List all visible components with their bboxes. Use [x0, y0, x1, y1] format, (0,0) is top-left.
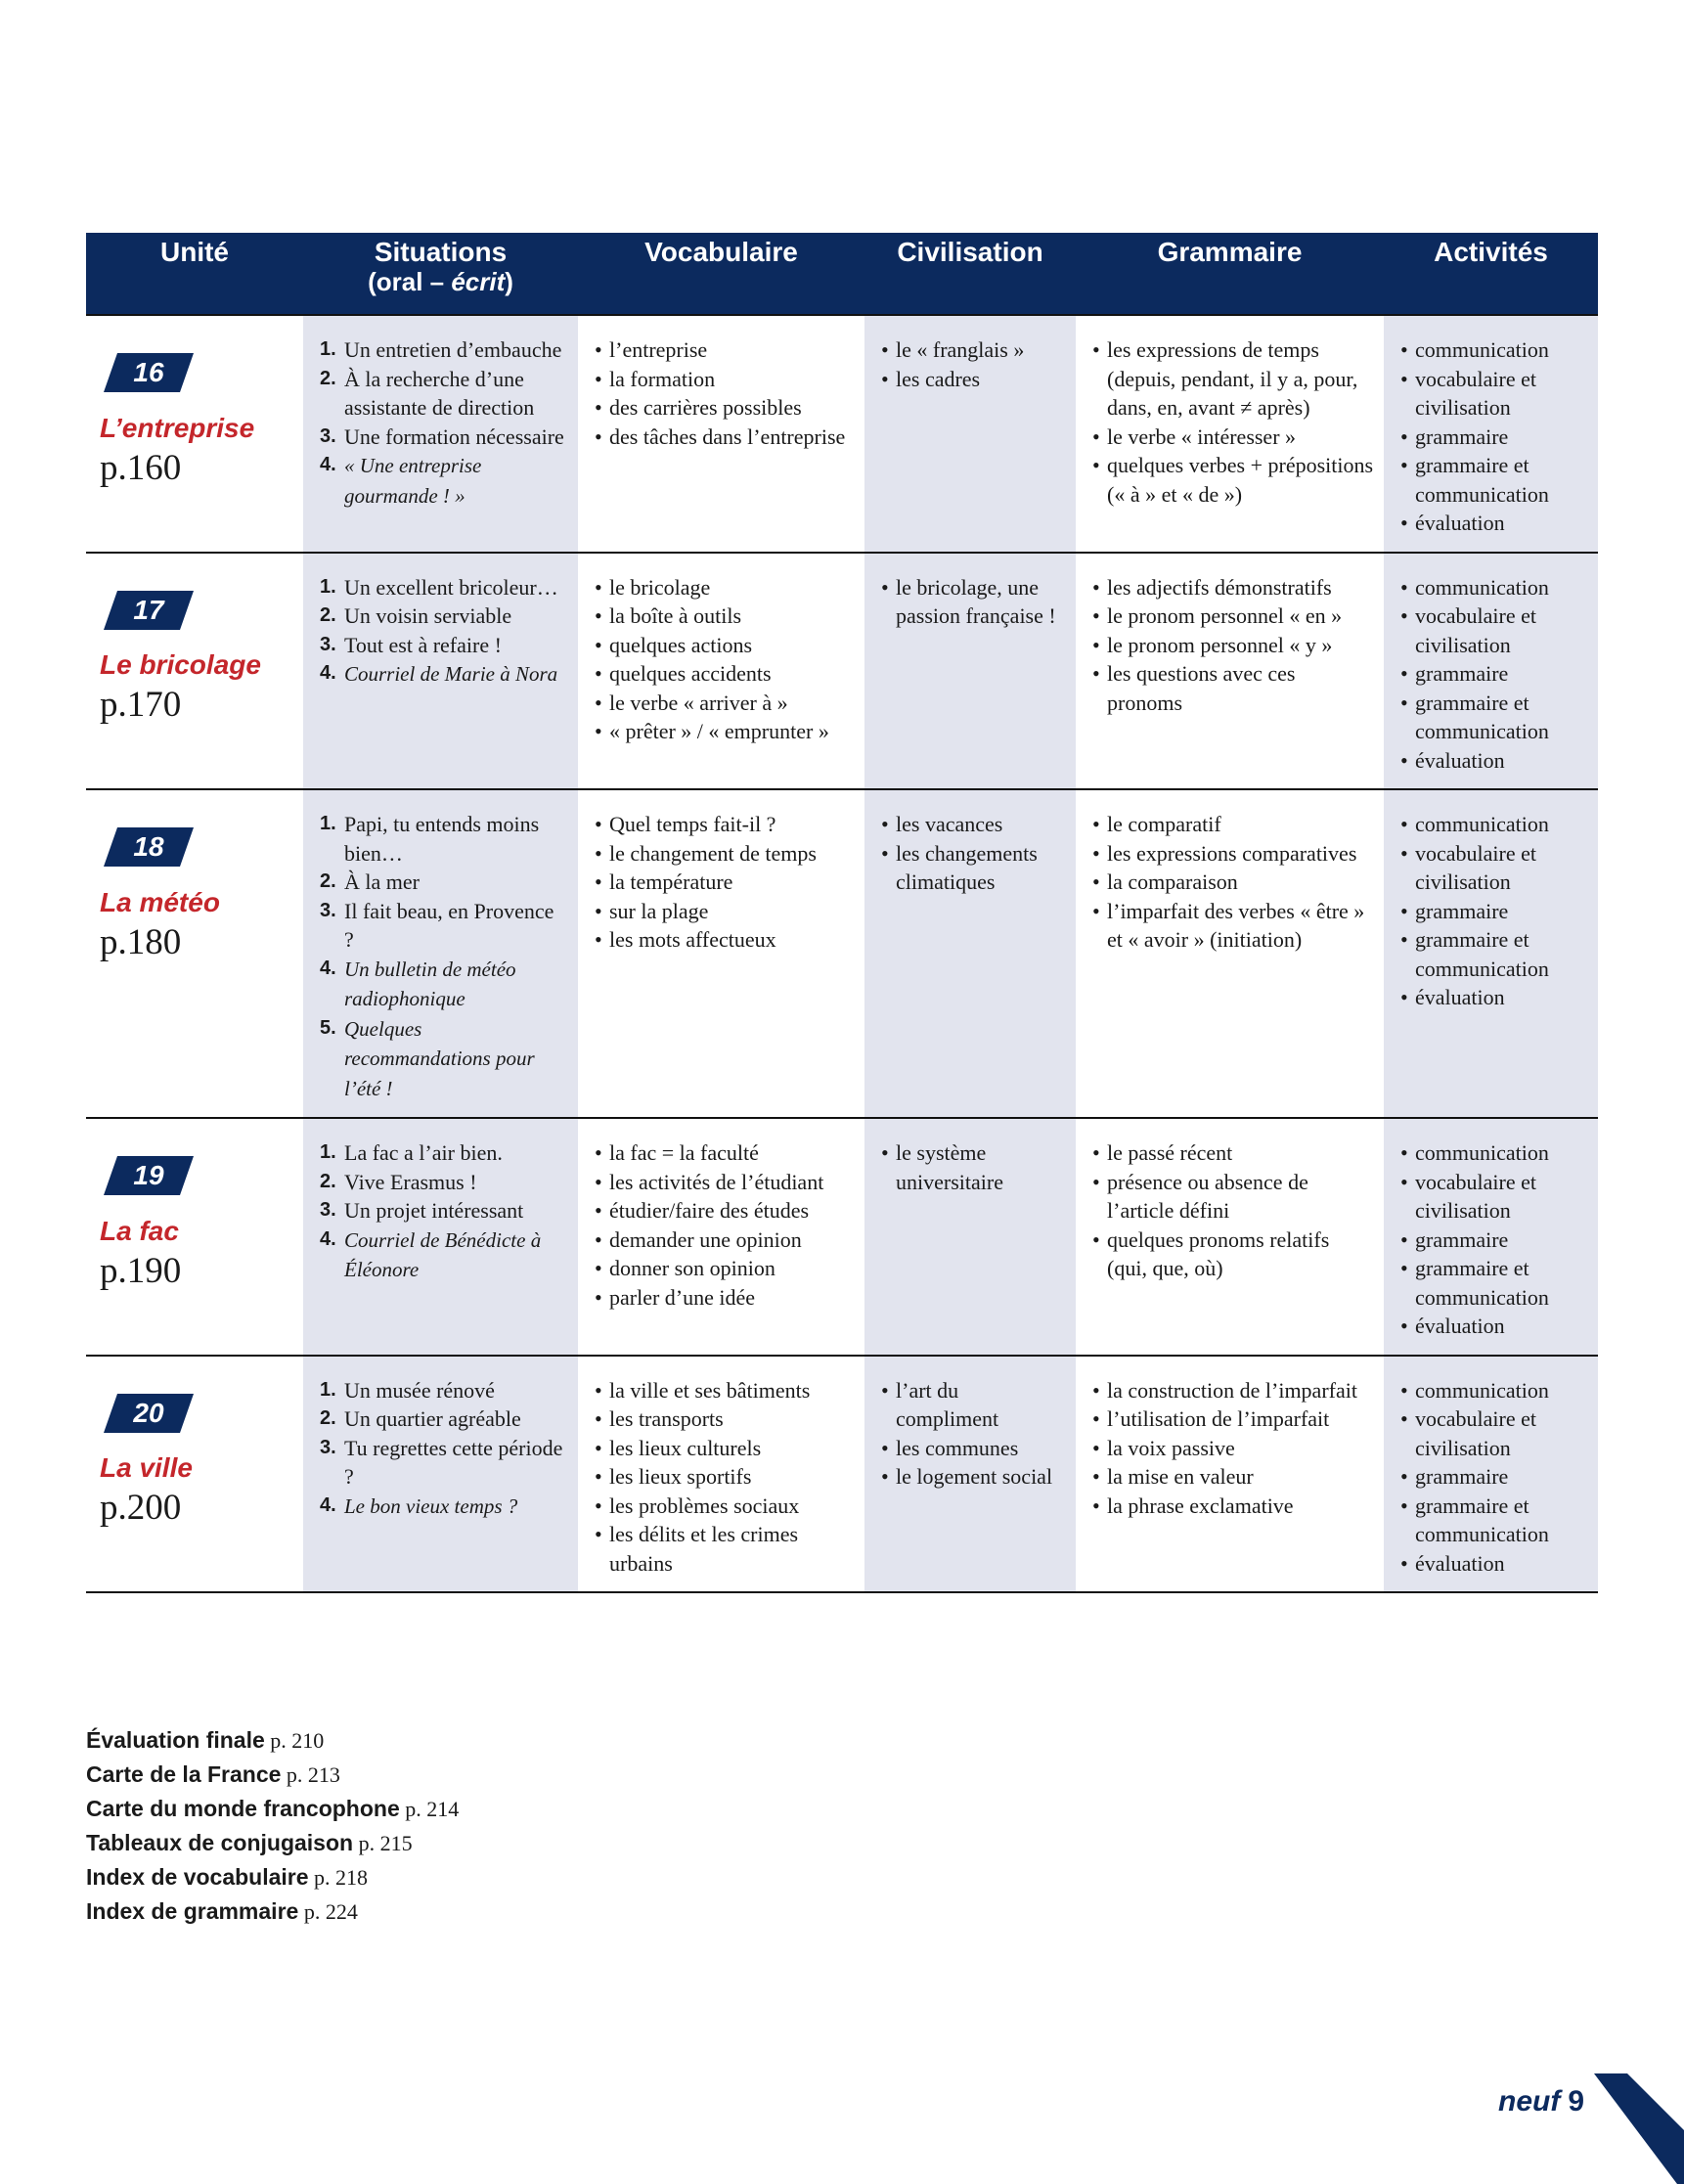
header-unite: Unité [86, 233, 303, 314]
civilisation-item: • l’art du compliment [881, 1376, 1066, 1434]
grammaire-item: • le pronom personnel « en » [1092, 602, 1374, 631]
vocabulaire-item: • les délits et les crimes urbains [595, 1520, 855, 1578]
vocabulaire-item: • des carrières possibles [595, 393, 855, 423]
vocabulaire-item: • l’entreprise [595, 335, 855, 365]
page-number-word: neuf [1498, 2085, 1561, 2117]
situation-item [320, 897, 568, 955]
situation-item [320, 1226, 568, 1285]
situation-text: À la recherche d’une assistante de direction [344, 366, 535, 420]
situation-text: Vive Erasmus ! [344, 1169, 477, 1194]
vocabulaire-cell [578, 554, 864, 791]
situation-number: 3. [320, 899, 336, 921]
footer-link-page: p. 214 [405, 1797, 460, 1821]
activites-item: • vocabulaire et civilisation [1400, 1168, 1588, 1226]
vocabulaire-list [595, 1376, 855, 1579]
situation-number: 4. [320, 1493, 336, 1516]
situation-item [320, 1404, 568, 1434]
grammaire-item: • l’imparfait des verbes « être » et « avoir » (initiation) [1092, 897, 1374, 955]
vocabulaire-item: • la boîte à outils [595, 602, 855, 631]
page-number-digit: 9 [1568, 2085, 1585, 2117]
activites-item: • grammaire [1400, 1462, 1588, 1492]
civilisation-cell [864, 314, 1076, 554]
header-civilisation: Civilisation [864, 233, 1076, 314]
activites-list [1400, 1376, 1588, 1579]
situations-list [320, 810, 568, 1103]
vocabulaire-cell [578, 790, 864, 1119]
activites-list [1400, 335, 1588, 538]
civilisation-cell [864, 790, 1076, 1119]
situation-text: Courriel de Marie à Nora [344, 662, 558, 686]
activites-item: • communication [1400, 335, 1588, 365]
situation-text: Un voisin serviable [344, 603, 512, 628]
unit-title: La météo [100, 886, 220, 917]
vocabulaire-item: • des tâches dans l’entreprise [595, 423, 855, 452]
footer-link-label: Index de grammaire [86, 1898, 299, 1924]
activites-cell [1384, 1119, 1598, 1357]
corner-stripe-decoration [1594, 2073, 1684, 2184]
grammaire-item: • le passé récent [1092, 1138, 1374, 1168]
civilisation-item: • les changements climatiques [881, 839, 1066, 897]
situation-text: La fac a l’air bien. [344, 1140, 503, 1165]
footer-link-page: p. 213 [286, 1762, 340, 1787]
unit-page: p.190 [100, 1250, 182, 1291]
civilisation-list [881, 573, 1066, 631]
footer-link [86, 1894, 459, 1929]
civilisation-list [881, 810, 1066, 897]
situation-text: « Une entreprise gourmande ! » [344, 454, 482, 508]
grammaire-item: • les adjectifs démonstratifs [1092, 573, 1374, 602]
footer-links [86, 1723, 459, 1929]
situation-item [320, 423, 568, 452]
unit-title: L’entreprise [100, 412, 255, 443]
footer-link-page: p. 210 [270, 1728, 325, 1753]
situation-item [320, 335, 568, 365]
grammaire-item: • la construction de l’imparfait [1092, 1376, 1374, 1405]
civilisation-item: • le « franglais » [881, 335, 1066, 365]
unit-page: p.160 [100, 447, 182, 488]
grammaire-item: • la comparaison [1092, 868, 1374, 897]
situation-text: Le bon vieux temps ? [344, 1493, 518, 1518]
page-number [1498, 2085, 1584, 2118]
situations-list [320, 1138, 568, 1285]
situation-item [320, 1138, 568, 1168]
grammaire-list [1092, 810, 1374, 955]
grammaire-list [1092, 1376, 1374, 1521]
situation-item [320, 1014, 568, 1104]
grammaire-item: • les questions avec ces pronoms [1092, 659, 1374, 717]
vocabulaire-item: • sur la plage [595, 897, 855, 926]
header-vocabulaire: Vocabulaire [578, 233, 864, 314]
grammaire-list [1092, 335, 1374, 509]
situation-item [320, 631, 568, 660]
grammaire-item: • les expressions de temps (depuis, pendant, il y a, pour, dans, en, avant ≠ après) [1092, 335, 1374, 423]
civilisation-item: • le système universitaire [881, 1138, 1066, 1196]
grammaire-item: • quelques verbes + prépositions (« à » et « de ») [1092, 451, 1374, 509]
footer-link-page: p. 215 [358, 1831, 413, 1855]
footer-link-label: Carte de la France [86, 1761, 282, 1787]
civilisation-cell [864, 554, 1076, 791]
grammaire-list [1092, 573, 1374, 718]
grammaire-item: • le pronom personnel « y » [1092, 631, 1374, 660]
activites-item: • grammaire et communication [1400, 451, 1588, 509]
activites-item: • évaluation [1400, 509, 1588, 538]
situation-number: 2. [320, 1407, 336, 1429]
header-situations: Situations (oral – écrit) [303, 233, 578, 314]
vocabulaire-item: • le bricolage [595, 573, 855, 602]
vocabulaire-item: • les problèmes sociaux [595, 1492, 855, 1521]
activites-item: • évaluation [1400, 983, 1588, 1012]
situation-text: À la mer [344, 869, 420, 894]
situation-number: 2. [320, 367, 336, 389]
situation-text: Un quartier agréable [344, 1406, 521, 1431]
grammaire-item: • la mise en valeur [1092, 1462, 1374, 1492]
unit-title: Le bricolage [100, 649, 261, 680]
vocabulaire-item: • les transports [595, 1404, 855, 1434]
situation-number: 4. [320, 662, 336, 684]
activites-cell [1384, 1357, 1598, 1594]
activites-item: • vocabulaire et civilisation [1400, 1404, 1588, 1462]
activites-cell [1384, 554, 1598, 791]
header-grammaire: Grammaire [1076, 233, 1384, 314]
footer-link-page: p. 224 [303, 1899, 358, 1924]
vocabulaire-item: • « prêter » / « emprunter » [595, 717, 855, 746]
activites-list [1400, 1138, 1588, 1341]
situation-text: Il fait beau, en Provence ? [344, 898, 554, 952]
situation-number: 1. [320, 575, 336, 598]
vocabulaire-cell [578, 1357, 864, 1594]
footer-link [86, 1860, 459, 1894]
vocabulaire-list [595, 1138, 855, 1312]
situations-cell [303, 1357, 578, 1594]
vocabulaire-item: • la formation [595, 365, 855, 394]
vocabulaire-item: • la fac = la faculté [595, 1138, 855, 1168]
unit-number: 20 [133, 1397, 164, 1428]
unit-title: La fac [100, 1215, 179, 1246]
unit-page: p.180 [100, 921, 182, 962]
situations-list [320, 1376, 568, 1522]
civilisation-item: • les communes [881, 1434, 1066, 1463]
vocabulaire-item: • les lieux culturels [595, 1434, 855, 1463]
vocabulaire-item: • étudier/faire des études [595, 1196, 855, 1226]
situation-item [320, 955, 568, 1014]
unit-number-badge [104, 591, 194, 630]
civilisation-item: • les cadres [881, 365, 1066, 394]
civilisation-list [881, 1138, 1066, 1196]
unit-number: 16 [133, 357, 164, 387]
footer-link-page: p. 218 [314, 1865, 369, 1890]
situation-item [320, 451, 568, 511]
vocabulaire-cell [578, 314, 864, 554]
grammaire-cell [1076, 790, 1384, 1119]
situation-text: Une formation nécessaire [344, 423, 564, 449]
header-activites: Activités [1384, 233, 1598, 314]
situation-text: Quelques recommandations pour l’été ! [344, 1016, 535, 1100]
vocabulaire-item: • les lieux sportifs [595, 1462, 855, 1492]
header-situations-sub: (oral – écrit) [368, 267, 513, 296]
civilisation-list [881, 335, 1066, 393]
vocabulaire-item: • le changement de temps [595, 839, 855, 869]
vocabulaire-item: • la température [595, 868, 855, 897]
situation-item [320, 573, 568, 602]
situation-number: 3. [320, 1436, 336, 1458]
activites-item: • communication [1400, 810, 1588, 839]
activites-list [1400, 573, 1588, 776]
vocabulaire-item: • la ville et ses bâtiments [595, 1376, 855, 1405]
activites-item: • communication [1400, 1376, 1588, 1405]
activites-item: • vocabulaire et civilisation [1400, 365, 1588, 423]
situation-text: Un projet intéressant [344, 1198, 524, 1223]
vocabulaire-item: • le verbe « arriver à » [595, 689, 855, 718]
situation-item [320, 1492, 568, 1522]
situation-number: 3. [320, 633, 336, 655]
activites-cell [1384, 790, 1598, 1119]
situation-number: 1. [320, 1141, 336, 1163]
activites-item: • grammaire [1400, 659, 1588, 689]
situation-item [320, 1434, 568, 1492]
situation-text: Tout est à refaire ! [344, 632, 502, 657]
situation-text: Tu regrettes cette période ? [344, 1435, 563, 1489]
footer-link [86, 1758, 459, 1792]
situation-number: 1. [320, 813, 336, 834]
footer-link [86, 1723, 459, 1758]
activites-item: • communication [1400, 573, 1588, 602]
footer-link-label: Index de vocabulaire [86, 1864, 309, 1890]
situation-number: 3. [320, 424, 336, 447]
grammaire-cell [1076, 1357, 1384, 1594]
grammaire-item: • le verbe « intéresser » [1092, 423, 1374, 452]
footer-link [86, 1792, 459, 1826]
vocabulaire-list [595, 335, 855, 451]
unit-title: La ville [100, 1452, 193, 1483]
grammaire-list [1092, 1138, 1374, 1283]
footer-link-label: Évaluation finale [86, 1727, 265, 1753]
unit-number: 18 [133, 831, 164, 862]
situation-item [320, 659, 568, 690]
situation-text: Papi, tu entends moins bien… [344, 812, 540, 866]
situation-text: Courriel de Bénédicte à Éléonore [344, 1227, 542, 1281]
grammaire-item: • présence ou absence de l’article défini [1092, 1168, 1374, 1226]
activites-item: • grammaire [1400, 423, 1588, 452]
vocabulaire-item: • quelques actions [595, 631, 855, 660]
vocabulaire-item: • les mots affectueux [595, 925, 855, 955]
activites-item: • communication [1400, 1138, 1588, 1168]
grammaire-item: • le comparatif [1092, 810, 1374, 839]
grammaire-item: • l’utilisation de l’imparfait [1092, 1404, 1374, 1434]
unit-cell [86, 554, 303, 791]
activites-item: • évaluation [1400, 1549, 1588, 1579]
vocabulaire-item: • parler d’une idée [595, 1283, 855, 1313]
unit-number-badge [104, 827, 194, 867]
vocabulaire-item: • quelques accidents [595, 659, 855, 689]
civilisation-cell [864, 1357, 1076, 1594]
situation-number: 2. [320, 1170, 336, 1192]
situation-item [320, 602, 568, 631]
situation-number: 5. [320, 1016, 336, 1039]
activites-cell [1384, 314, 1598, 554]
vocabulaire-item: • donner son opinion [595, 1254, 855, 1283]
activites-item: • grammaire et communication [1400, 689, 1588, 746]
vocabulaire-item: • Quel temps fait-il ? [595, 810, 855, 839]
vocabulaire-item: • les activités de l’étudiant [595, 1168, 855, 1197]
situation-number: 1. [320, 338, 336, 360]
activites-item: • évaluation [1400, 746, 1588, 776]
situation-number: 3. [320, 1199, 336, 1221]
activites-item: • grammaire et communication [1400, 1254, 1588, 1312]
unit-cell [86, 1119, 303, 1357]
unit-number-badge [104, 1156, 194, 1195]
situation-item [320, 1168, 568, 1197]
footer-link-label: Tableaux de conjugaison [86, 1830, 354, 1855]
footer-link [86, 1826, 459, 1860]
activites-item: • grammaire [1400, 1226, 1588, 1255]
situation-item [320, 868, 568, 897]
situation-number: 2. [320, 870, 336, 892]
situation-item [320, 1376, 568, 1405]
unit-cell [86, 314, 303, 554]
activites-item: • vocabulaire et civilisation [1400, 602, 1588, 659]
activites-item: • grammaire et communication [1400, 925, 1588, 983]
activites-item: • vocabulaire et civilisation [1400, 839, 1588, 897]
grammaire-cell [1076, 314, 1384, 554]
civilisation-item: • le logement social [881, 1462, 1066, 1492]
unit-page: p.170 [100, 685, 182, 725]
grammaire-item: • la voix passive [1092, 1434, 1374, 1463]
civilisation-item: • les vacances [881, 810, 1066, 839]
grammaire-item: • la phrase exclamative [1092, 1492, 1374, 1521]
situation-text: Un musée rénové [344, 1377, 495, 1403]
situation-item [320, 1196, 568, 1226]
grammaire-item: • quelques pronoms relatifs (qui, que, où) [1092, 1226, 1374, 1283]
footer-link-label: Carte du monde francophone [86, 1796, 400, 1821]
unit-page: p.200 [100, 1488, 182, 1528]
unit-number: 17 [133, 594, 164, 625]
situation-text: Un excellent bricoleur… [344, 574, 558, 600]
vocabulaire-list [595, 810, 855, 955]
civilisation-item: • le bricolage, une passion française ! [881, 573, 1066, 631]
situations-list [320, 335, 568, 511]
situation-text: Un entretien d’embauche [344, 337, 562, 362]
grammaire-cell [1076, 554, 1384, 791]
situations-cell [303, 314, 578, 554]
contents-table [86, 233, 1598, 1593]
activites-item: • grammaire [1400, 897, 1588, 926]
civilisation-list [881, 1376, 1066, 1492]
grammaire-item: • les expressions comparatives [1092, 839, 1374, 869]
unit-cell [86, 790, 303, 1119]
activites-item: • évaluation [1400, 1312, 1588, 1341]
situation-number: 2. [320, 604, 336, 626]
situation-number: 4. [320, 454, 336, 475]
situation-number: 4. [320, 1227, 336, 1250]
situation-text: Un bulletin de météo radiophonique [344, 957, 516, 1010]
situation-number: 1. [320, 1378, 336, 1401]
vocabulaire-list [595, 573, 855, 746]
grammaire-cell [1076, 1119, 1384, 1357]
situations-cell [303, 790, 578, 1119]
unit-number-badge [104, 353, 194, 392]
situation-item [320, 365, 568, 423]
situations-cell [303, 1119, 578, 1357]
unit-number: 19 [133, 1160, 164, 1190]
situations-list [320, 573, 568, 690]
vocabulaire-cell [578, 1119, 864, 1357]
civilisation-cell [864, 1119, 1076, 1357]
unit-cell [86, 1357, 303, 1594]
activites-item: • grammaire et communication [1400, 1492, 1588, 1549]
vocabulaire-item: • demander une opinion [595, 1226, 855, 1255]
unit-number-badge [104, 1394, 194, 1433]
situation-number: 4. [320, 957, 336, 979]
activites-list [1400, 810, 1588, 1012]
situation-item [320, 810, 568, 868]
situations-cell [303, 554, 578, 791]
